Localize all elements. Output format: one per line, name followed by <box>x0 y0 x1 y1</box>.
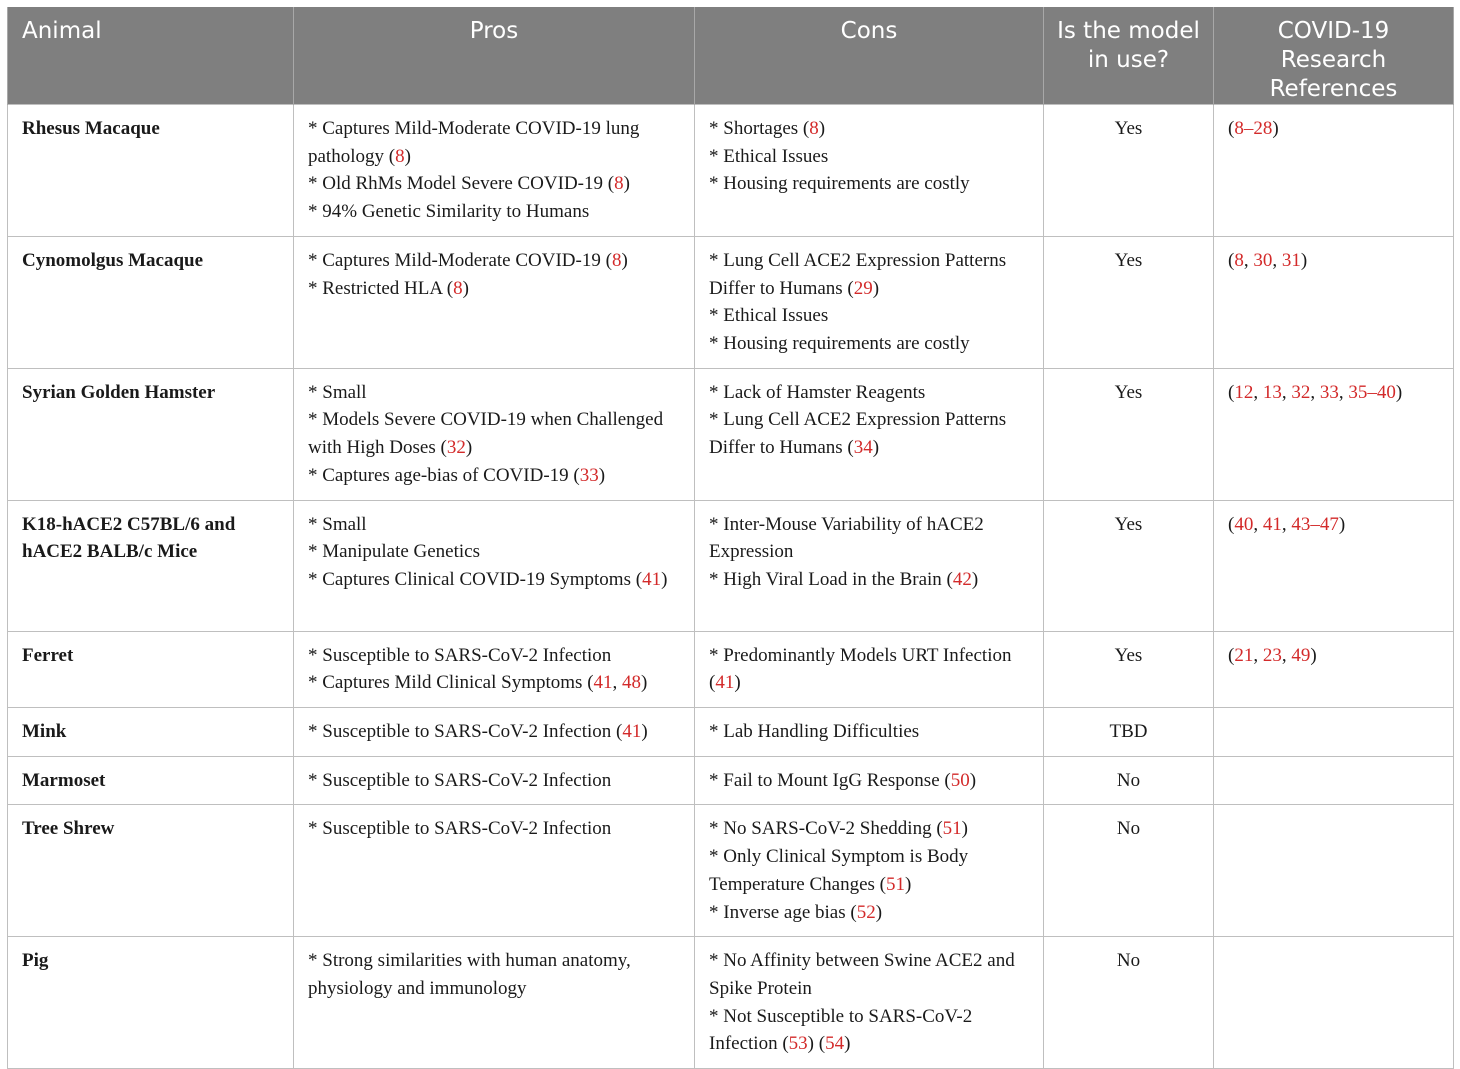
cell-text: ) <box>404 145 411 167</box>
bullet-line <box>308 642 684 670</box>
bullet-line <box>308 275 684 303</box>
cell-text: , <box>1253 381 1263 403</box>
bullet-line <box>308 947 684 1002</box>
table-row <box>8 756 1454 805</box>
cell-text: * Inverse age bias ( <box>709 901 857 923</box>
reference-link[interactable]: 43–47 <box>1291 513 1339 535</box>
bullet-line <box>709 302 1033 330</box>
bullet-line <box>308 170 684 198</box>
bullet-line <box>709 247 1033 302</box>
cons-cell <box>695 236 1044 368</box>
cons-cell <box>695 631 1044 707</box>
bullet-line <box>709 642 1033 697</box>
cell-text: * Only Clinical Symptom is Body Temperature Changes ( <box>709 846 969 895</box>
references-cell <box>1214 937 1454 1069</box>
bullet-line <box>709 143 1033 171</box>
cons-cell <box>695 756 1044 805</box>
cell-text: , <box>1338 381 1349 403</box>
header-in-use: Is the model in use? <box>1044 7 1214 105</box>
cell-text: , <box>1253 644 1263 666</box>
cell-text: ) <box>661 569 668 591</box>
cell-text: ) <box>1310 644 1317 666</box>
cell-text: ) <box>844 1033 851 1055</box>
cell-text: , <box>1281 644 1292 666</box>
in-use-cell: Yes <box>1044 105 1214 237</box>
references-cell <box>1214 236 1454 368</box>
animal-cell: Rhesus Macaque <box>8 105 294 237</box>
in-use-cell: Yes <box>1044 500 1214 631</box>
reference-link[interactable]: 51 <box>942 818 962 840</box>
references-cell <box>1214 805 1454 937</box>
reference-link[interactable]: 32 <box>1291 381 1311 403</box>
reference-link[interactable]: 51 <box>885 873 905 895</box>
reference-link[interactable]: 40 <box>1234 513 1254 535</box>
pros-cell <box>294 937 695 1069</box>
cell-text: * Lung Cell ACE2 Expression Patterns Differ to Humans ( <box>709 409 1007 459</box>
reference-link[interactable]: 54 <box>825 1033 845 1055</box>
reference-link[interactable]: 41 <box>593 672 613 694</box>
cell-text: * No Affinity between Swine ACE2 and Spike Protein <box>709 950 1015 999</box>
reference-link[interactable]: 41 <box>642 569 662 591</box>
pros-cell <box>294 708 695 757</box>
bullet-line <box>709 406 1033 461</box>
cell-text: * Ethical Issues <box>709 145 829 167</box>
reference-link[interactable]: 8–28 <box>1234 118 1273 139</box>
reference-link[interactable]: 48 <box>622 672 642 694</box>
animal-cell: Pig <box>8 937 294 1069</box>
cell-text: * Not Susceptible to SARS-CoV-2 Infection ( <box>709 1005 973 1055</box>
cell-text: * Captures Mild-Moderate COVID-19 lung pathology ( <box>308 118 640 167</box>
cell-text: ) <box>961 818 968 840</box>
bullet-line <box>709 511 1033 566</box>
cell-text: ) <box>641 721 648 743</box>
cell-text: * Lung Cell ACE2 Expression Patterns Differ to Humans ( <box>709 249 1007 299</box>
table-row <box>8 805 1454 937</box>
reference-link[interactable]: 50 <box>950 769 970 791</box>
in-use-cell: Yes <box>1044 236 1214 368</box>
pros-cell <box>294 500 695 631</box>
reference-link[interactable]: 8 <box>611 249 622 271</box>
bullet-line <box>709 843 1033 898</box>
cons-cell <box>695 937 1044 1069</box>
reference-link[interactable]: 13 <box>1262 381 1282 403</box>
bullet-line <box>709 1003 1033 1058</box>
bullet-line <box>709 330 1033 358</box>
header-animal: Animal <box>8 7 294 105</box>
header-pros: Pros <box>294 7 695 105</box>
reference-link[interactable]: 33 <box>579 464 599 486</box>
cons-cell <box>695 368 1044 500</box>
cell-text: * Susceptible to SARS-CoV-2 Infection <box>308 644 612 666</box>
reference-link[interactable]: 35–40 <box>1348 381 1396 403</box>
header-references: COVID-19 Research References <box>1214 7 1454 105</box>
table-row <box>8 105 1454 237</box>
reference-link[interactable]: 8 <box>614 173 624 195</box>
cell-text: ) <box>971 569 979 591</box>
bullet-line <box>308 198 684 226</box>
bullet-line <box>308 566 684 594</box>
cell-text: * Fail to Mount IgG Response ( <box>709 769 951 791</box>
reference-link[interactable]: 29 <box>853 277 873 299</box>
cell-text: * Predominantly Models URT Infection ( <box>709 644 1012 694</box>
bullet-line <box>709 767 1033 795</box>
cell-text: , <box>1281 381 1292 403</box>
cell-text: ( <box>1228 644 1235 666</box>
cell-text: ) <box>904 873 912 895</box>
reference-link[interactable]: 32 <box>446 437 466 459</box>
reference-link[interactable]: 53 <box>788 1033 808 1055</box>
reference-link[interactable]: 52 <box>856 901 876 923</box>
reference-link[interactable]: 8 <box>809 118 819 139</box>
in-use-cell: TBD <box>1044 708 1214 757</box>
cell-text: * Housing requirements are costly <box>709 173 970 195</box>
cell-text: * Captures Mild-Moderate COVID-19 ( <box>308 249 612 271</box>
bullet-line <box>308 379 684 407</box>
cons-cell <box>695 805 1044 937</box>
pros-cell <box>294 631 695 707</box>
animal-cell: Ferret <box>8 631 294 707</box>
cell-text: ) <box>872 277 880 299</box>
references-cell <box>1214 500 1454 631</box>
cell-text: * Captures Clinical COVID-19 Symptoms ( <box>308 569 643 591</box>
bullet-line <box>709 718 1033 746</box>
pros-cell <box>294 368 695 500</box>
reference-link[interactable]: 34 <box>853 437 873 459</box>
cell-text: * Small <box>308 513 367 535</box>
cell-text: ) <box>1395 381 1403 403</box>
in-use-cell: No <box>1044 805 1214 937</box>
reference-link[interactable]: 49 <box>1291 644 1311 666</box>
bullet-line <box>308 511 684 539</box>
bullet-line <box>308 247 684 275</box>
reference-link[interactable]: 8 <box>453 277 463 299</box>
in-use-cell: Yes <box>1044 368 1214 500</box>
cell-text: ) <box>621 249 628 271</box>
reference-link[interactable]: 23 <box>1262 644 1282 666</box>
pros-cell <box>294 105 695 237</box>
table-row <box>8 236 1454 368</box>
cell-text: ) <box>734 672 741 694</box>
table-row <box>8 368 1454 500</box>
cell-text: * Strong similarities with human anatomy, physiology and immunology <box>308 950 631 999</box>
cell-text: * Small <box>308 381 367 403</box>
cell-text: ( <box>1228 249 1235 271</box>
cell-text: * Manipulate Genetics <box>308 541 481 563</box>
reference-link[interactable]: 41 <box>715 672 735 694</box>
animal-cell: Syrian Golden Hamster <box>8 368 294 500</box>
cell-text: * Models Severe COVID-19 when Challenged with High Doses ( <box>308 409 664 459</box>
cell-text: * Ethical Issues <box>709 305 829 327</box>
animal-cell: Tree Shrew <box>8 805 294 937</box>
cell-text: * Susceptible to SARS-CoV-2 Infection <box>308 769 612 791</box>
cell-text: ) ( <box>807 1033 826 1055</box>
bullet-line <box>308 718 684 746</box>
header-cons: Cons <box>695 7 1044 105</box>
cell-text: * Lack of Hamster Reagents <box>709 381 926 403</box>
header-row <box>8 7 1454 105</box>
reference-link[interactable]: 21 <box>1234 644 1254 666</box>
cons-cell <box>695 105 1044 237</box>
references-cell <box>1214 368 1454 500</box>
cell-text: ( <box>1228 381 1235 403</box>
cell-text: * Housing requirements are costly <box>709 332 970 354</box>
in-use-cell: No <box>1044 756 1214 805</box>
cell-text: , <box>1243 249 1254 271</box>
animal-cell: Mink <box>8 708 294 757</box>
cell-text: ) <box>465 437 473 459</box>
cell-text: * Shortages ( <box>709 118 810 139</box>
reference-link[interactable]: 33 <box>1319 381 1339 403</box>
reference-link[interactable]: 8 <box>1234 249 1244 271</box>
table-row <box>8 631 1454 707</box>
cell-text: ) <box>641 672 648 694</box>
in-use-cell: Yes <box>1044 631 1214 707</box>
animal-cell: Cynomolgus Macaque <box>8 236 294 368</box>
cell-text: * No SARS-CoV-2 Shedding ( <box>709 818 943 840</box>
table-row <box>8 500 1454 631</box>
cell-text: * Inter-Mouse Variability of hACE2 Expression <box>709 513 984 563</box>
references-cell <box>1214 756 1454 805</box>
pros-cell <box>294 756 695 805</box>
bullet-line <box>709 815 1033 843</box>
cell-text: ) <box>598 464 606 486</box>
references-cell <box>1214 631 1454 707</box>
cell-text: * 94% Genetic Similarity to Humans <box>308 201 590 223</box>
cons-cell <box>695 708 1044 757</box>
cell-text: ( <box>1228 118 1235 139</box>
bullet-line <box>308 767 684 795</box>
bullet-line <box>709 899 1033 927</box>
cell-text: * High Viral Load in the Brain ( <box>709 569 953 591</box>
bullet-line <box>709 947 1033 1002</box>
cell-text: ( <box>1228 513 1235 535</box>
bullet-line <box>308 669 684 697</box>
reference-link[interactable]: 31 <box>1281 249 1301 271</box>
cell-text: ) <box>1338 513 1346 535</box>
bullet-line <box>308 462 684 490</box>
cons-cell <box>695 500 1044 631</box>
reference-link[interactable]: 41 <box>622 721 642 743</box>
cell-text: * Captures age-bias of COVID-19 ( <box>308 464 580 486</box>
reference-link[interactable]: 41 <box>1262 513 1282 535</box>
cell-text: , <box>1253 513 1263 535</box>
pros-cell <box>294 805 695 937</box>
cell-text: ) <box>623 173 630 195</box>
reference-link[interactable]: 8 <box>395 145 405 167</box>
cell-text: * Susceptible to SARS-CoV-2 Infection <box>308 818 612 840</box>
cell-text: * Old RhMs Model Severe COVID-19 ( <box>308 173 615 195</box>
in-use-cell: No <box>1044 937 1214 1069</box>
cell-text: ) <box>818 118 826 139</box>
cell-text: , <box>612 672 623 694</box>
bullet-line <box>709 115 1033 143</box>
references-cell <box>1214 105 1454 237</box>
cell-text: ) <box>875 901 883 923</box>
references-cell <box>1214 708 1454 757</box>
cell-text: , <box>1272 249 1282 271</box>
bullet-line <box>308 115 684 170</box>
bullet-line <box>709 170 1033 198</box>
table-row <box>8 937 1454 1069</box>
cell-text: , <box>1310 381 1320 403</box>
reference-link[interactable]: 12 <box>1234 381 1254 403</box>
cell-text: ) <box>1272 118 1279 139</box>
cell-text: * Restricted HLA ( <box>308 277 454 299</box>
cell-text: ) <box>1300 249 1308 271</box>
cell-text: * Susceptible to SARS-CoV-2 Infection ( <box>308 721 623 743</box>
bullet-line <box>709 379 1033 407</box>
reference-link[interactable]: 42 <box>952 569 972 591</box>
pros-cell <box>294 236 695 368</box>
cell-text: ) <box>462 277 469 299</box>
cell-text: * Captures Mild Clinical Symptoms ( <box>308 672 594 694</box>
cell-text: ) <box>872 437 880 459</box>
cell-text: ) <box>969 769 977 791</box>
animal-cell: K18-hACE2 C57BL/6 and hACE2 BALB/c Mice <box>8 500 294 631</box>
cell-text: * Lab Handling Difficulties <box>709 721 920 743</box>
animal-models-table <box>7 7 1454 1069</box>
bullet-line <box>709 566 1033 594</box>
cell-text: , <box>1281 513 1292 535</box>
reference-link[interactable]: 30 <box>1253 249 1273 271</box>
bullet-line <box>308 538 684 566</box>
table-row <box>8 708 1454 757</box>
bullet-line <box>308 815 684 843</box>
bullet-line <box>308 406 684 461</box>
animal-cell: Marmoset <box>8 756 294 805</box>
